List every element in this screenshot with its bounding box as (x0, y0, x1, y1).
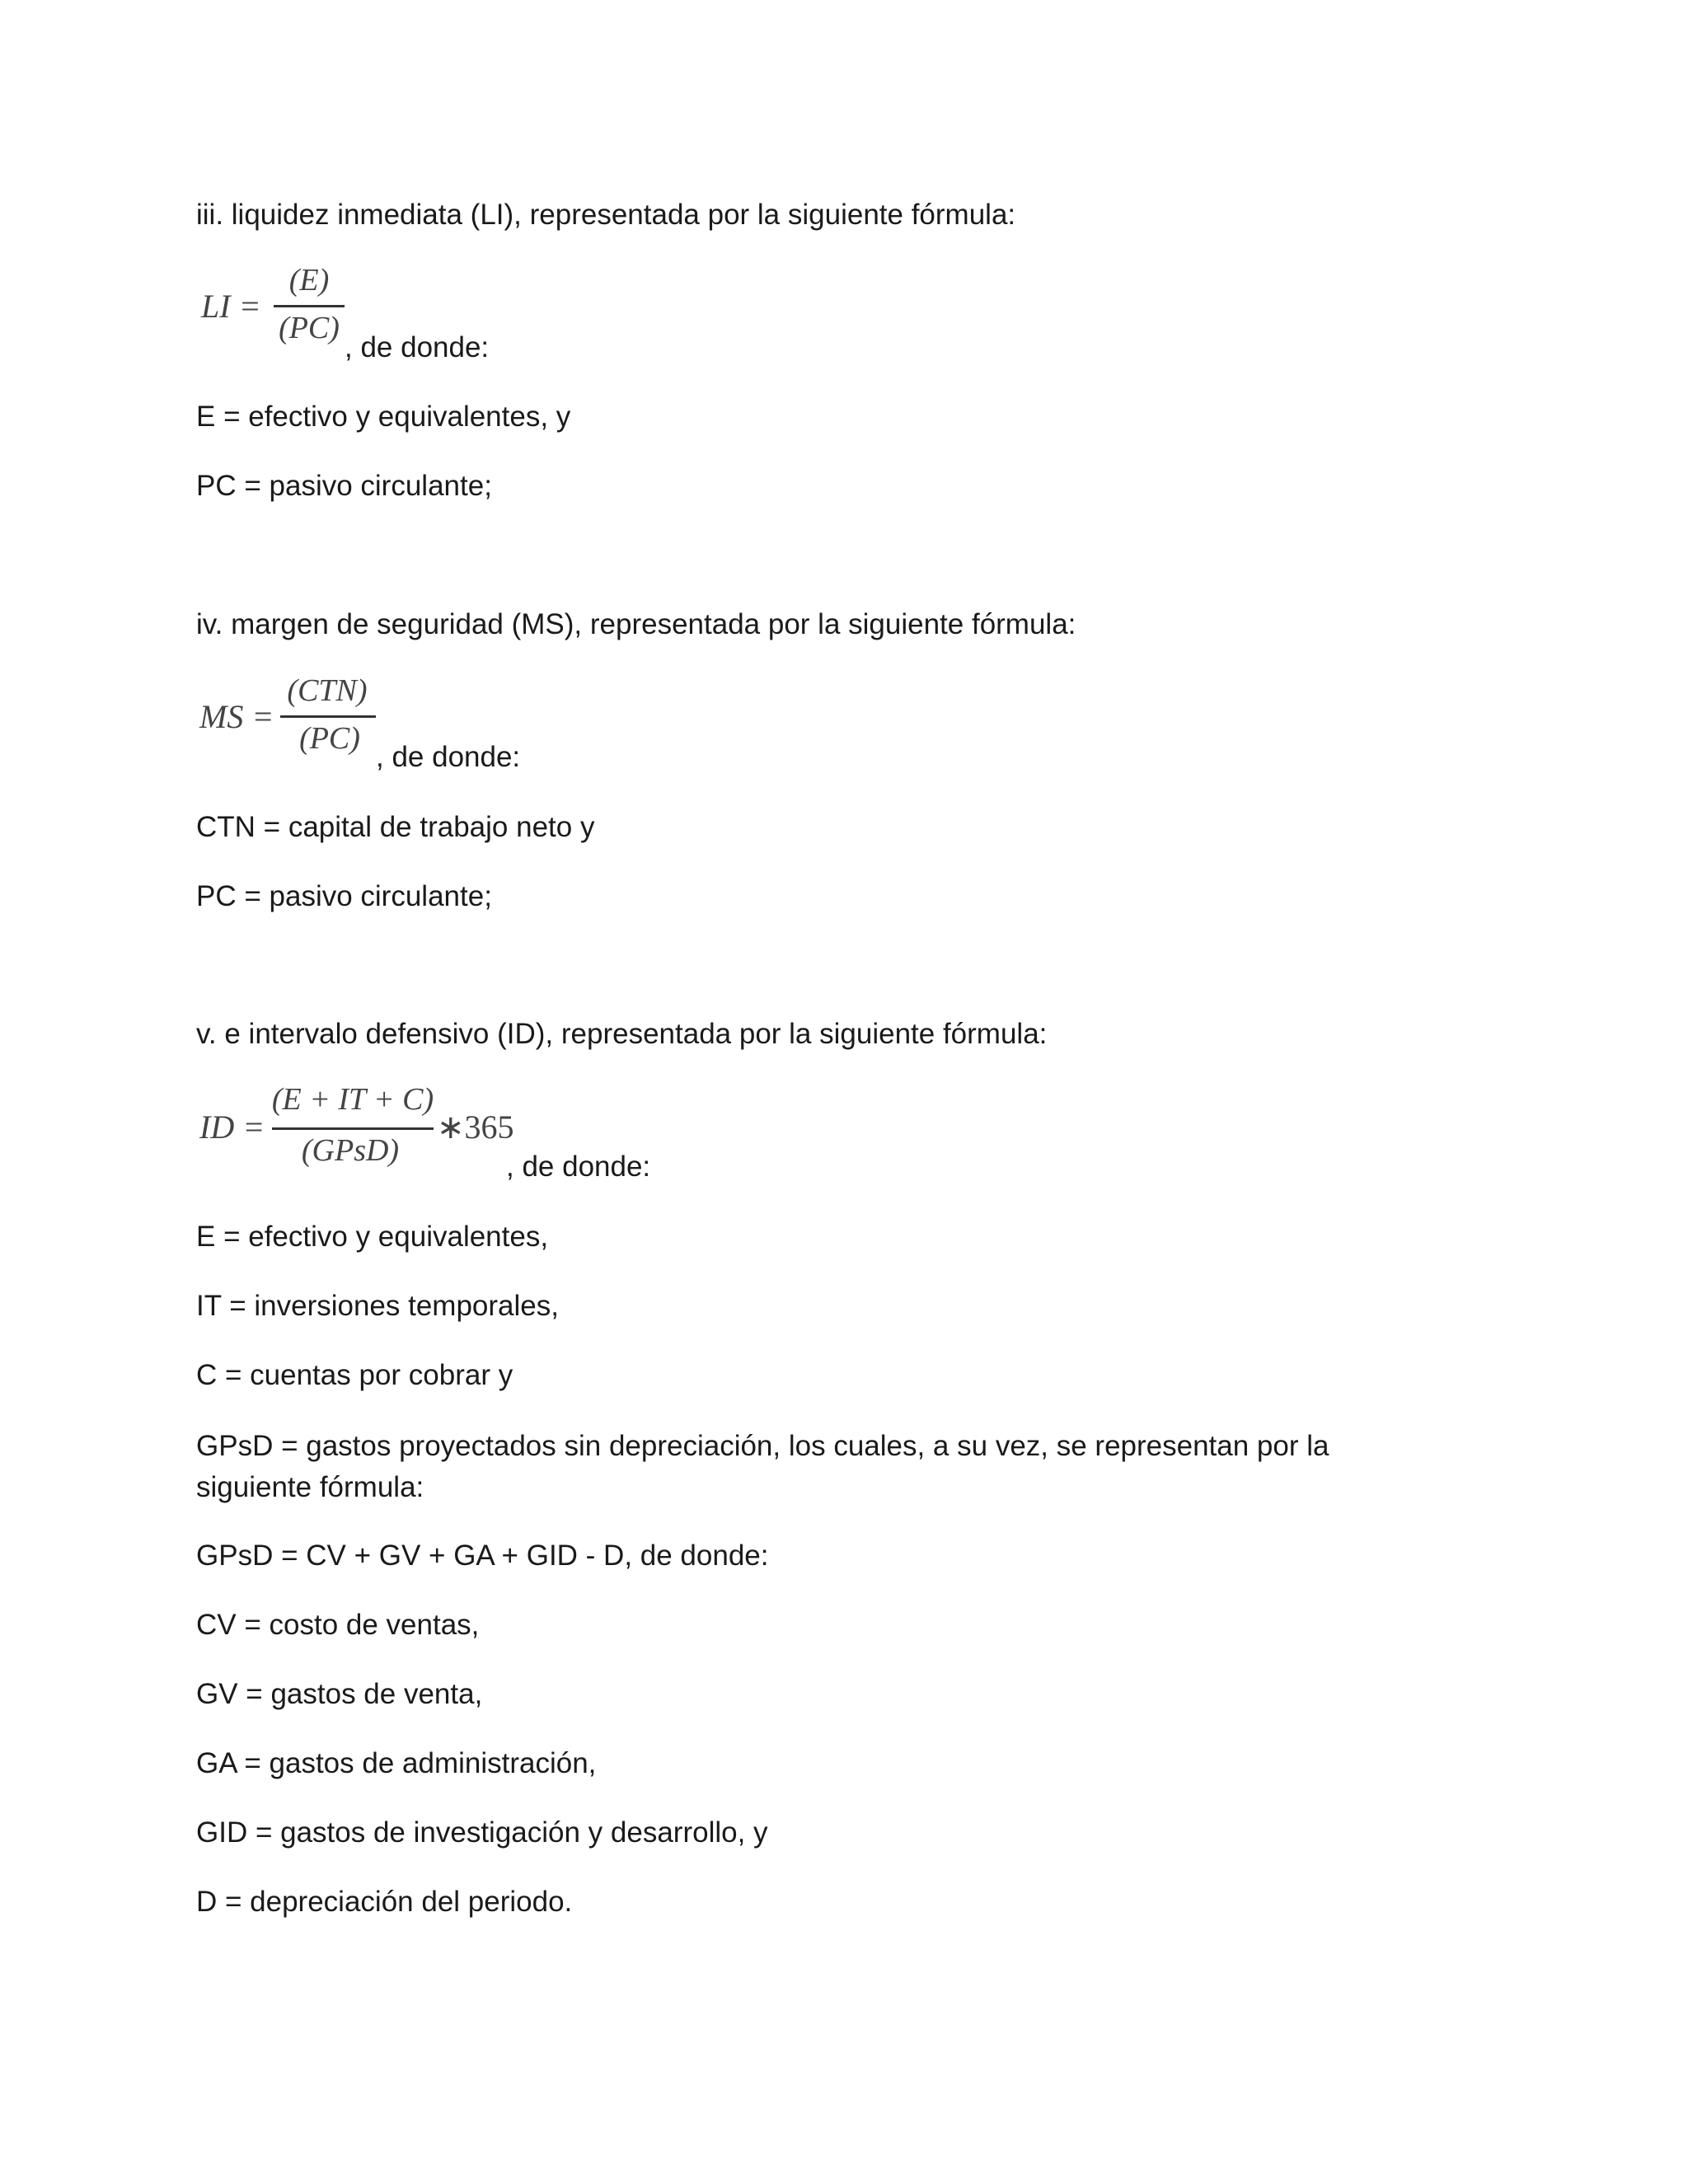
definition-id-gpsd: GPsD = gastos proyectados sin depreciación, los cuales, a su vez, se representan por la siguiente fórmula: (196, 1430, 1329, 1503)
formula-id (198, 1081, 528, 1180)
formula-id-lhs: ID = (199, 1108, 265, 1146)
heading-ms: iv. margen de seguridad (MS), representada por la siguiente fórmula: (196, 608, 1076, 640)
formula-li-fraction-bar (274, 305, 345, 307)
definition-li-pc: PC = pasivo circulante; (196, 470, 492, 502)
heading-id: v. e intervalo defensivo (ID), representada por la siguiente fórmula: (196, 1018, 1048, 1050)
definition-ms-pc: PC = pasivo circulante; (196, 880, 492, 912)
formula-li-numerator: (E) (288, 263, 330, 298)
formula-li-denominator: (PC) (279, 311, 340, 345)
formula-id-suffix: , de donde: (506, 1151, 651, 1183)
formula-id-denominator: (GPsD) (301, 1133, 400, 1168)
formula-li-lhs: LI = (201, 288, 261, 325)
formula-id-fraction-bar (272, 1127, 434, 1130)
formula-id-multiplier: ∗365 (437, 1108, 514, 1146)
definition-cv: CV = costo de ventas, (196, 1609, 480, 1641)
formula-ms-lhs: MS = (199, 698, 274, 735)
formula-id-numerator: (E + IT + C) (271, 1082, 434, 1117)
definition-li-e: E = efectivo y equivalentes, y (196, 401, 571, 433)
formula-li (198, 262, 363, 353)
definition-id-e: E = efectivo y equivalentes, (196, 1221, 549, 1253)
definition-d: D = depreciación del periodo. (196, 1886, 573, 1918)
definition-gid: GID = gastos de investigación y desarrollo, y (196, 1816, 768, 1849)
definition-ga: GA = gastos de administración, (196, 1747, 597, 1779)
formula-ms-numerator: (CTN) (287, 673, 368, 708)
definition-id-it: IT = inversiones temporales, (196, 1290, 559, 1322)
definition-id-c: C = cuentas por cobrar y (196, 1359, 513, 1391)
formula-ms-suffix: , de donde: (376, 741, 521, 773)
formula-ms-denominator: (PC) (299, 721, 360, 756)
formula-ms-fraction-bar (280, 715, 376, 718)
definition-ms-ctn: CTN = capital de trabajo neto y (196, 811, 595, 843)
formula-li-suffix: , de donde: (345, 331, 490, 363)
definition-gv: GV = gastos de venta, (196, 1678, 483, 1710)
formula-ms (198, 673, 396, 763)
formula-gpsd: GPsD = CV + GV + GA + GID - D, de donde: (196, 1540, 769, 1572)
heading-li: iii. liquidez inmediata (LI), representada por la siguiente fórmula: (196, 199, 1016, 231)
